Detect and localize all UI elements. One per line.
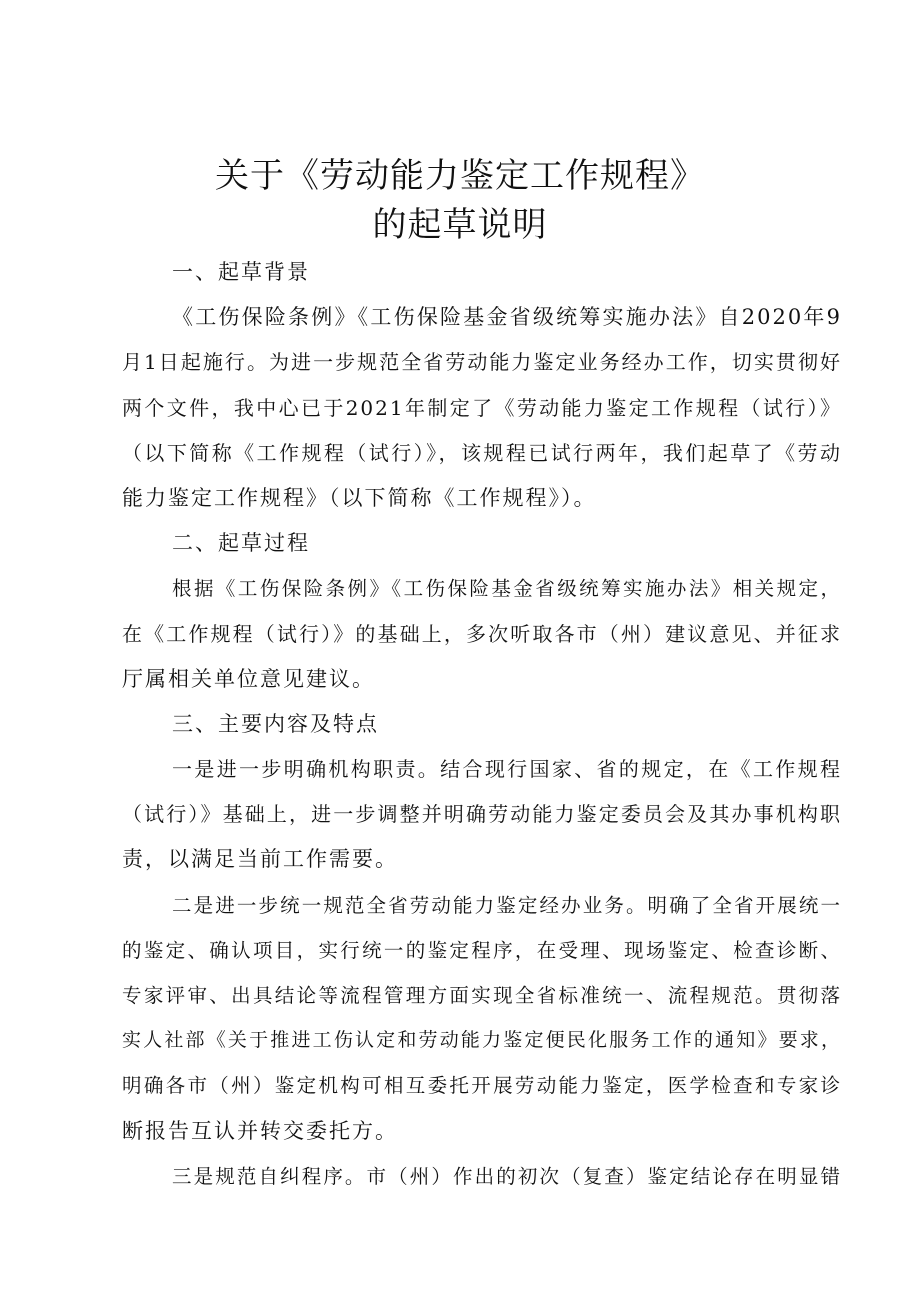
paragraph-line: （试行）》基础上，进一步调整并明确劳动能力鉴定委员会及其办事机构职 — [122, 802, 842, 827]
paragraph-line: 一是进一步明确机构职责。结合现行国家、省的规定，在《工作规程 — [172, 757, 842, 782]
paragraph-line: 月1日起施行。为进一步规范全省劳动能力鉴定业务经办工作，切实贯彻好 — [122, 350, 842, 375]
paragraph-line: （以下简称《工作规程（试行）》，该规程已试行两年，我们起草了《劳动 — [122, 440, 842, 465]
paragraph-line: 责，以满足当前工作需要。 — [122, 847, 398, 872]
document-title-line-2: 的起草说明 — [372, 205, 548, 245]
document-title-line-1: 关于《劳动能力鉴定工作规程》 — [215, 156, 705, 196]
paragraph-line: 断报告互认并转交委托方。 — [122, 1118, 398, 1143]
paragraph-line: 根据《工伤保险条例》《工伤保险基金省级统筹实施办法》相关规定， — [172, 577, 842, 601]
paragraph-line: 能力鉴定工作规程》（以下简称《工作规程》）。 — [122, 485, 597, 510]
paragraph-line: 实人社部《关于推进工伤认定和劳动能力鉴定便民化服务工作的通知》要求， — [122, 1029, 842, 1052]
section-heading-content: 三、主要内容及特点 — [172, 711, 379, 736]
paragraph-line: 厅属相关单位意见建议。 — [122, 666, 375, 691]
paragraph-line: 的鉴定、确认项目，实行统一的鉴定程序，在受理、现场鉴定、检查诊断、 — [122, 938, 842, 962]
paragraph-line: 《工伤保险条例》《工伤保险基金省级统筹实施办法》自2020年9 — [172, 305, 842, 330]
paragraph-line: 二是进一步统一规范全省劳动能力鉴定经办业务。明确了全省开展统一 — [172, 893, 842, 917]
paragraph-line: 明确各市（州）鉴定机构可相互委托开展劳动能力鉴定，医学检查和专家诊 — [122, 1074, 842, 1098]
paragraph-line: 在《工作规程（试行）》的基础上，多次听取各市（州）建议意见、并征求 — [122, 621, 842, 646]
paragraph-line: 专家评审、出具结论等流程管理方面实现全省标准统一、流程规范。贯彻落 — [122, 984, 842, 1007]
paragraph-line: 两个文件，我中心已于2021年制定了《劳动能力鉴定工作规程（试行）》 — [122, 395, 842, 420]
section-heading-background: 一、起草背景 — [172, 260, 310, 284]
document-body — [122, 250, 842, 1199]
section-heading-process: 二、起草过程 — [172, 531, 310, 556]
paragraph-line: 三是规范自纠程序。市（州）作出的初次（复查）鉴定结论存在明显错 — [172, 1164, 842, 1188]
